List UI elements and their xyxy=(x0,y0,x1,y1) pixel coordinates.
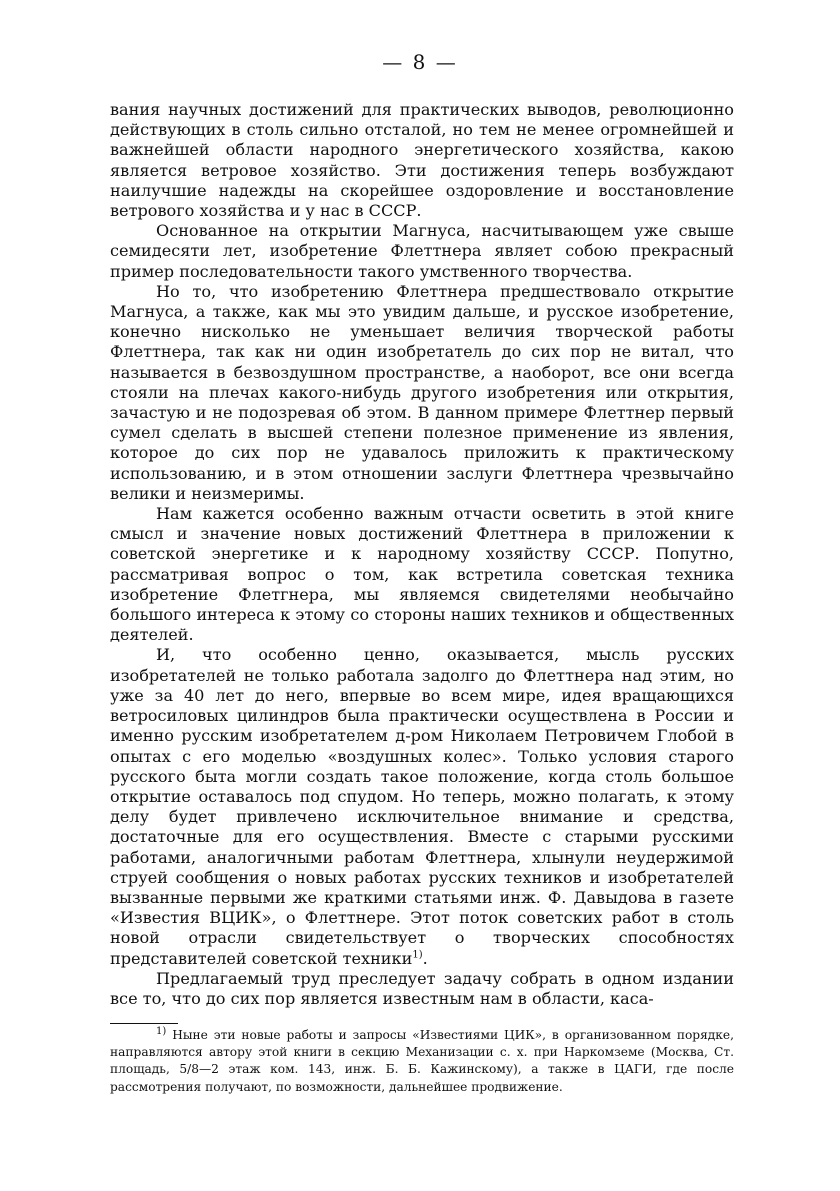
paragraph-1: вания научных достижений для практических выводов, революционно действующих в столь сильно отсталой, но тем не менее огромнейшей и важнейшей области народного энергетического хозяйства, какою является ветровое хозяйство. Эти достижения теперь возбуждают наилучшие надежды на скорейшее оздоровление и восстановление ветрового хозяйства и у нас в СССР. xyxy=(110,100,734,221)
paragraph-5 xyxy=(110,645,734,968)
footnote-divider xyxy=(110,1023,178,1024)
footnote-mark: 1) xyxy=(156,1025,167,1037)
body-text xyxy=(110,100,734,1009)
paragraph-3: Но то, что изобретению Флеттнера предшествовало открытие Магнуса, а также, как мы это увидим дальше, и русское изобретение, конечно нисколько не уменьшает величия творческой работы Флеттнера, так как ни один изобретатель до сих пор не витал, что называется в безвоздушном пространстве, а наоборот, все они всегда стояли на плечах какого-нибудь другого изобретения или открытия, зачастую и не подозревая об этом. В данном примере Флеттнер первый сумел сделать в высшей степени полезное применение из явления, которое до сих пор не удавалось приложить к практическому использованию, и в этом отношении заслуги Флеттнера чрезвычайно велики и неизмеримы. xyxy=(110,281,734,503)
paragraph-6: Предлагаемый труд преследует задачу собрать в одном издании все то, что до сих пор является известным нам в области, каса- xyxy=(110,968,734,1008)
footnote-paragraph xyxy=(110,1027,734,1096)
page-number: — 8 — xyxy=(382,50,458,74)
paragraph-5-tail: . xyxy=(422,948,428,968)
paragraph-5-text: И, что особенно ценно, оказывается, мысль русских изобретателей не только работала задолго до Флеттнера над этим, но уже за 40 лет до него, впервые во всем мире, идея вращающихся ветросиловых цилиндров была практически осуществлена в России и именно русским изобретателем д-ром Николаем Петровичем Глобой в опытах с его моделью «воздушных колес». Только условия старого русского быта могли создать такое положение, когда столь большое открытие оставалось под спудом. Но теперь, можно полагать, к этому делу будет привлечено исключительное внимание и средства, достаточные для его осуществления. Вместе с старыми русскими работами, аналогичными работам Флеттнера, хлынули неудержимой струей сообщения о новых работах русских техников и изобретателей вызванные первыми же краткими статьями инж. Ф. Давыдова в газете «Известия ВЦИК», о Флеттнере. Этот поток советских работ в столь новой отрасли свидетельствует о творческих способностях представителей советской техники xyxy=(110,645,734,968)
paragraph-2: Основанное на открытии Магнуса, насчитывающем уже свыше семидесяти лет, изобретение Флеттнера являет собою прекрасный пример последовательности такого умственного творчества. xyxy=(110,221,734,281)
paragraph-4: Нам кажется особенно важным отчасти осветить в этой книге смысл и значение новых достижений Флеттнера в приложении к советской энергетике и к народному хозяйству СССР. Попутно, рассматривая вопрос о том, как встретила советская техника изобретение Флетгнера, мы являемся свидетелями необычайно большого интереса к этому со стороны наших техников и общественных деятелей. xyxy=(110,504,734,645)
footnote-reference[interactable]: 1) xyxy=(412,949,423,961)
footnote xyxy=(110,1027,734,1096)
footnote-text: Ныне эти новые работы и запросы «Известиями ЦИК», в организованном порядке, направляются автору этой книги в секцию Механизации с. х. при Наркомземе (Москва, Ст. площадь, 5/8—2 этаж ком. 143, инж. Б. Б. Кажинскому), а также в ЦАГИ, где после рассмотрения получают, по возможности, дальнейшее продвижение. xyxy=(110,1028,734,1094)
